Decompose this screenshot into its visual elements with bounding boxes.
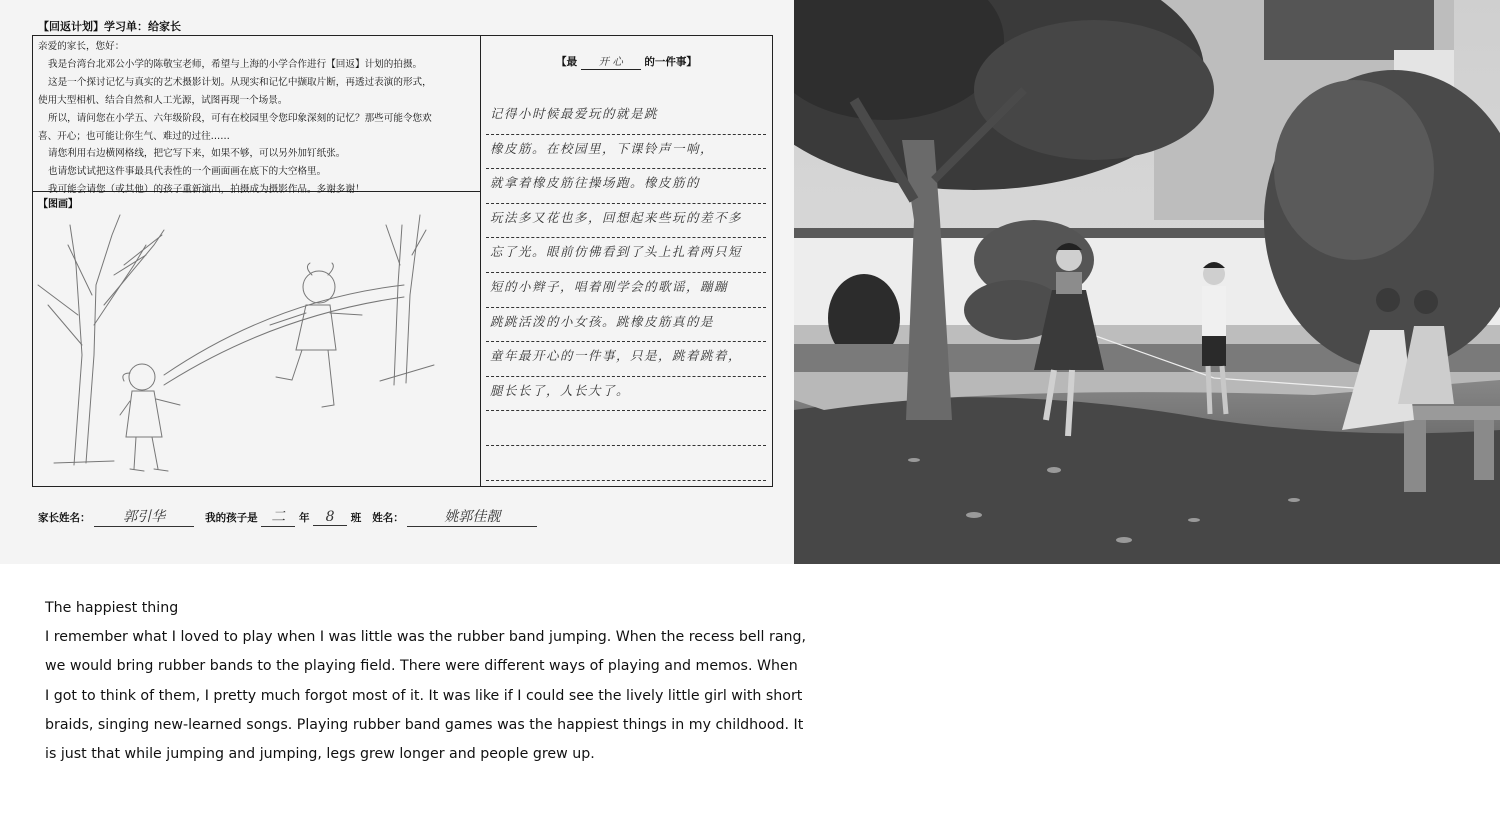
child-name-value: 姚郭佳靓 [407, 506, 537, 527]
translation-line: is just that while jumping and jumping, legs grew longer and people grew up. [45, 746, 595, 763]
handwritten-line: 记得小时候最爱玩的就是跳 [486, 100, 766, 135]
handwritten-line: 跳跳活泼的小女孩。跳橡皮筋真的是 [486, 308, 766, 343]
handwritten-line: 就拿着橡皮筋往操场跑。橡皮筋的 [486, 169, 766, 204]
handwritten-line: 忘了光。眼前仿佛看到了头上扎着两只短 [486, 238, 766, 273]
letter-line: 这是一个探讨记忆与真实的艺术摄影计划。从现实和记忆中撷取片断，再透过表演的形式， [48, 76, 432, 88]
translation-line: we would bring rubber bands to the playing field. There were different ways of playing and memos. When [45, 658, 798, 675]
handwritten-line: 玩法多又花也多，回想起来些玩的差不多 [486, 204, 766, 239]
translation-line: I remember what I loved to play when I was little was the rubber band jumping. When the recess bell rang, [45, 629, 807, 646]
letter-line: 喜、开心；也可能让你生气、难过的过往…… [38, 130, 230, 142]
handwritten-line [486, 446, 766, 481]
grade-value: 二 [261, 506, 295, 527]
worksheet-title: 【回返计划】学习单：给家长 [38, 20, 181, 33]
letter-line: 我是台湾台北邓公小学的陈敬宝老师，希望与上海的小学合作进行【回返】计划的拍摄。 [48, 58, 423, 70]
letter-line: 请您利用右边横网格线，把它写下来，如果不够，可以另外加钉纸张。 [48, 148, 346, 160]
handwritten-answer [486, 100, 766, 481]
letter-line: 亲爱的家长，您好： [38, 41, 125, 52]
handwritten-line: 短的小辫子，唱着刚学会的歌谣，蹦蹦 [486, 273, 766, 308]
letter-line: 我可能会请您（或其他）的孩子重新演出，拍摄成为摄影作品。多谢多谢！ [48, 184, 365, 196]
worksheet-scan [0, 0, 794, 564]
reenactment-photo [794, 0, 1500, 564]
class-value: 8 [313, 509, 347, 526]
handwritten-line: 童年最开心的一件事，只是，跳着跳着， [486, 342, 766, 377]
heading-suffix: 的一件事】 [644, 56, 697, 68]
handwritten-line: 腿长长了，人长大了。 [486, 377, 766, 412]
english-translation [45, 594, 807, 769]
parent-name-value: 郭引华 [94, 506, 194, 527]
grade-label: 年 [298, 512, 310, 524]
heading-prefix: 【最 [556, 56, 578, 68]
child-label: 我的孩子是 [205, 512, 258, 524]
heading-handwritten-fill: 开 心 [581, 54, 641, 70]
pencil-sketch [34, 205, 478, 485]
letter-line: 所以，请问您在小学五、六年级阶段，可有在校园里令您印象深刻的记忆？那些可能令您欢 [48, 112, 432, 124]
translation-title: The happiest thing [45, 600, 179, 616]
child-name-label: 姓名： [372, 512, 404, 524]
handwritten-line [486, 411, 766, 446]
worksheet-column-divider [480, 35, 481, 487]
worksheet-footer [38, 506, 537, 527]
happiest-thing-heading [480, 54, 773, 70]
translation-line: braids, singing new-learned songs. Playing rubber band games was the happiest things in my childhood. It [45, 716, 804, 733]
class-label: 班 [350, 512, 362, 524]
handwritten-line: 橡皮筋。在校园里，下课铃声一响， [486, 135, 766, 170]
parent-name-label: 家长姓名： [38, 512, 91, 524]
drawing-section-label: 【图画】 [38, 199, 78, 210]
translation-line: I got to think of them, I pretty much forgot most of it. It was like if I could see the lively little girl with short [45, 687, 803, 704]
letter-line: 使用大型相机、结合自然和人工光源，试图再现一个场景。 [38, 94, 288, 106]
letter-line: 也请您试试把这件事最具代表性的一个画面画在底下的大空格里。 [48, 166, 327, 178]
letter-to-parents [38, 38, 476, 199]
